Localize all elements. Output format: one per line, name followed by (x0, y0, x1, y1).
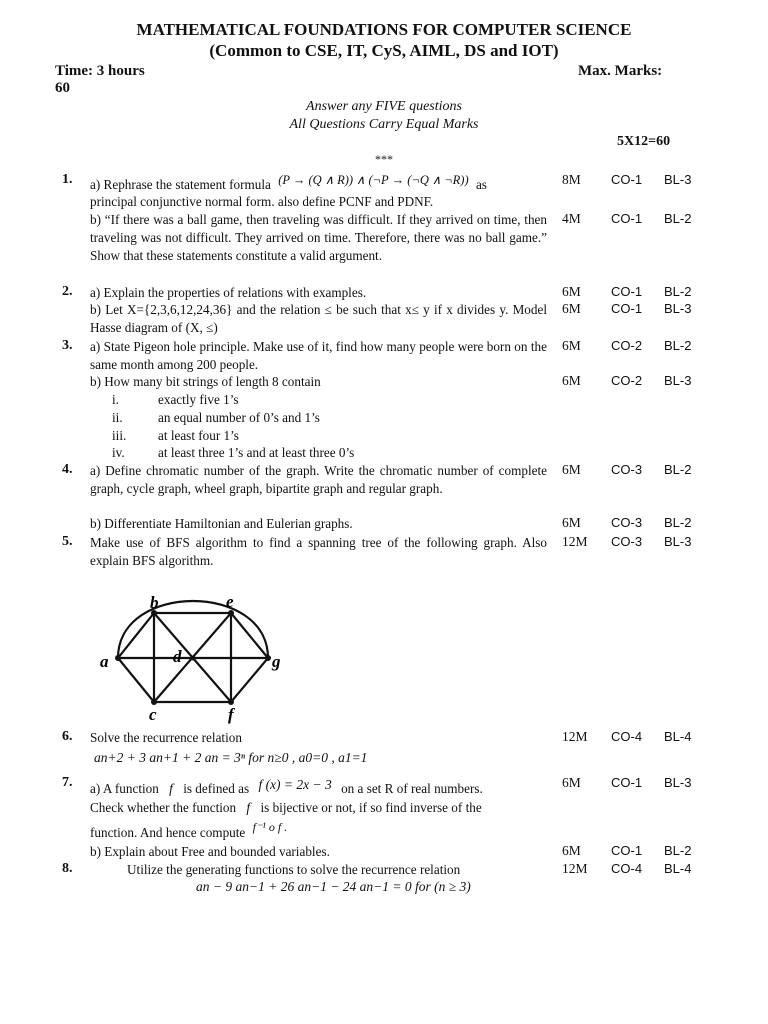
q1a-text: a) Rephrase the statement formula (P → (Q ∧ R)) ∧ (¬P → (¬Q ∧ ¬R)) as (90, 173, 487, 192)
q7b-marks: 6M (562, 843, 581, 858)
q3b-co: CO-2 (611, 373, 643, 388)
q1b-marks: 4M (562, 211, 581, 226)
q8-number: 8. (62, 861, 73, 876)
q2b-bl: BL-3 (664, 301, 692, 316)
q3a-bl: BL-2 (664, 338, 692, 353)
q4b-marks: 6M (562, 515, 581, 530)
paper-subtitle: (Common to CSE, IT, CyS, AIML, DS and IOT) (209, 41, 559, 60)
graph-node-label: c (149, 705, 157, 724)
q7b-bl: BL-2 (664, 843, 692, 858)
instruction-answer-five: Answer any FIVE questions (306, 99, 462, 114)
q6-marks: 12M (562, 729, 588, 744)
q6-formula: an+2 + 3 an+1 + 2 an = 3ⁿ for n≥0 , a0=0 , a1=1 (94, 750, 368, 765)
q1b-co: CO-1 (611, 211, 643, 226)
max-marks-value: 60 (55, 80, 70, 96)
q8-marks: 12M (562, 861, 588, 876)
separator-stars: *** (375, 152, 393, 166)
q7a-text: a) A function f is defined as f (x) = 2x − 3 on a set R of real numbers. (90, 777, 483, 796)
q1a-line2: principal conjunctive normal form. also define PCNF and PDNF. (90, 194, 434, 209)
q3a-marks: 6M (562, 338, 581, 353)
q7-number: 7. (62, 775, 73, 790)
q7a-formula: f (x) = 2x − 3 (258, 777, 332, 792)
graph-node-label: f (228, 705, 234, 724)
graph-node-label: g (272, 652, 281, 671)
q4a-text: a) Define chromatic number of the graph. Write the chromatic number of complete graph, cycle graph, wheel graph, bipartite graph and regular graph. (90, 463, 547, 496)
q6-co: CO-4 (611, 729, 643, 744)
graph-node-label: a (100, 652, 109, 671)
time-label: Time: 3 hours (55, 63, 145, 79)
q7a-f-inline: f (246, 800, 251, 815)
q1a-formula: (P → (Q ∧ R)) ∧ (¬P → (¬Q ∧ ¬R)) (278, 173, 469, 187)
q5-marks: 12M (562, 534, 588, 549)
q4a-co: CO-3 (611, 462, 643, 477)
q3b-item-num: iv. (112, 445, 125, 460)
q2a-bl: BL-2 (664, 284, 692, 299)
q1b-bl: BL-2 (664, 211, 692, 226)
q3b-item-text: at least four 1’s (158, 428, 239, 443)
q3b-item-text: exactly five 1’s (158, 392, 239, 407)
q3b-marks: 6M (562, 373, 581, 388)
q1-number: 1. (62, 172, 73, 187)
q3b-text: b) How many bit strings of length 8 contain (90, 374, 321, 389)
q3b-item-num: i. (112, 392, 119, 407)
q6-number: 6. (62, 729, 73, 744)
q4a-bl: BL-2 (664, 462, 692, 477)
q3b-item-num: ii. (112, 410, 123, 425)
q6-text: Solve the recurrence relation (90, 730, 242, 745)
q2a-text: a) Explain the properties of relations with examples. (90, 285, 367, 300)
q8-bl: BL-4 (664, 861, 692, 876)
q8-co: CO-4 (611, 861, 643, 876)
q1a-co: CO-1 (611, 172, 643, 187)
q7a-co: CO-1 (611, 775, 643, 790)
q3a-text: a) State Pigeon hole principle. Make use of it, find how many people were born on the same month among 200 people. (90, 339, 547, 372)
q8-formula: an − 9 an−1 + 26 an−1 − 24 an−1 = 0 for (n ≥ 3) (196, 879, 471, 894)
max-marks-label: Max. Marks: (578, 63, 663, 79)
q3-number: 3. (62, 338, 73, 353)
q7b-co: CO-1 (611, 843, 643, 858)
q3a-co: CO-2 (611, 338, 643, 353)
q2b-text: b) Let X={2,3,6,12,24,36} and the relation ≤ be such that x≤ y if x divides y. Model Hasse diagram of (X, ≤) (90, 302, 547, 335)
instruction-equal-marks: All Questions Carry Equal Marks (289, 117, 479, 132)
graph-node-label: d (173, 647, 182, 666)
q2-number: 2. (62, 284, 73, 299)
q1b-text: b) “If there was a ball game, then traveling was difficult. If they arrived on time, then traveling was not difficult. They arrived on time. Therefore, there was no ball game.” Show that these statements constitute a valid argument. (90, 212, 547, 263)
q7a-marks: 6M (562, 775, 581, 790)
q4b-co: CO-3 (611, 515, 643, 530)
q7b-text: b) Explain about Free and bounded variables. (90, 844, 330, 859)
q4b-bl: BL-2 (664, 515, 692, 530)
q3b-item-text: an equal number of 0’s and 1’s (158, 410, 320, 425)
q7a-line3: function. And hence compute f⁻¹ o f . (90, 820, 288, 840)
q5-co: CO-3 (611, 534, 643, 549)
q2a-marks: 6M (562, 284, 581, 299)
q3b-item-num: iii. (112, 428, 127, 443)
graph-node-label: b (150, 593, 159, 612)
q6-bl: BL-4 (664, 729, 692, 744)
q4a-marks: 6M (562, 462, 581, 477)
q4-number: 4. (62, 462, 73, 477)
q1a-bl: BL-3 (664, 172, 692, 187)
q7a-f: f (169, 781, 173, 796)
q7a-bl: BL-3 (664, 775, 692, 790)
q5-number: 5. (62, 534, 73, 549)
q5-bl: BL-3 (664, 534, 692, 549)
graph-node-label: e (226, 592, 234, 611)
q1a-marks: 8M (562, 172, 581, 187)
q7a-line2: Check whether the function f is bijective or not, if so find inverse of the (90, 800, 482, 815)
q8-text: Utilize the generating functions to solve the recurrence relation (127, 862, 461, 877)
q2b-marks: 6M (562, 301, 581, 316)
total-marks: 5X12=60 (617, 134, 671, 149)
q2a-co: CO-1 (611, 284, 643, 299)
q7a-compute: f⁻¹ o f . (252, 820, 288, 834)
q5-text: Make use of BFS algorithm to find a spanning tree of the following graph. Also explain BFS algorithm. (90, 535, 547, 568)
paper-title: MATHEMATICAL FOUNDATIONS FOR COMPUTER SCIENCE (136, 20, 632, 39)
q2b-co: CO-1 (611, 301, 643, 316)
q3b-bl: BL-3 (664, 373, 692, 388)
q4b-text: b) Differentiate Hamiltonian and Eulerian graphs. (90, 516, 353, 531)
q3b-item-text: at least three 1’s and at least three 0’s (158, 445, 355, 460)
q5-graph-diagram (98, 592, 298, 726)
